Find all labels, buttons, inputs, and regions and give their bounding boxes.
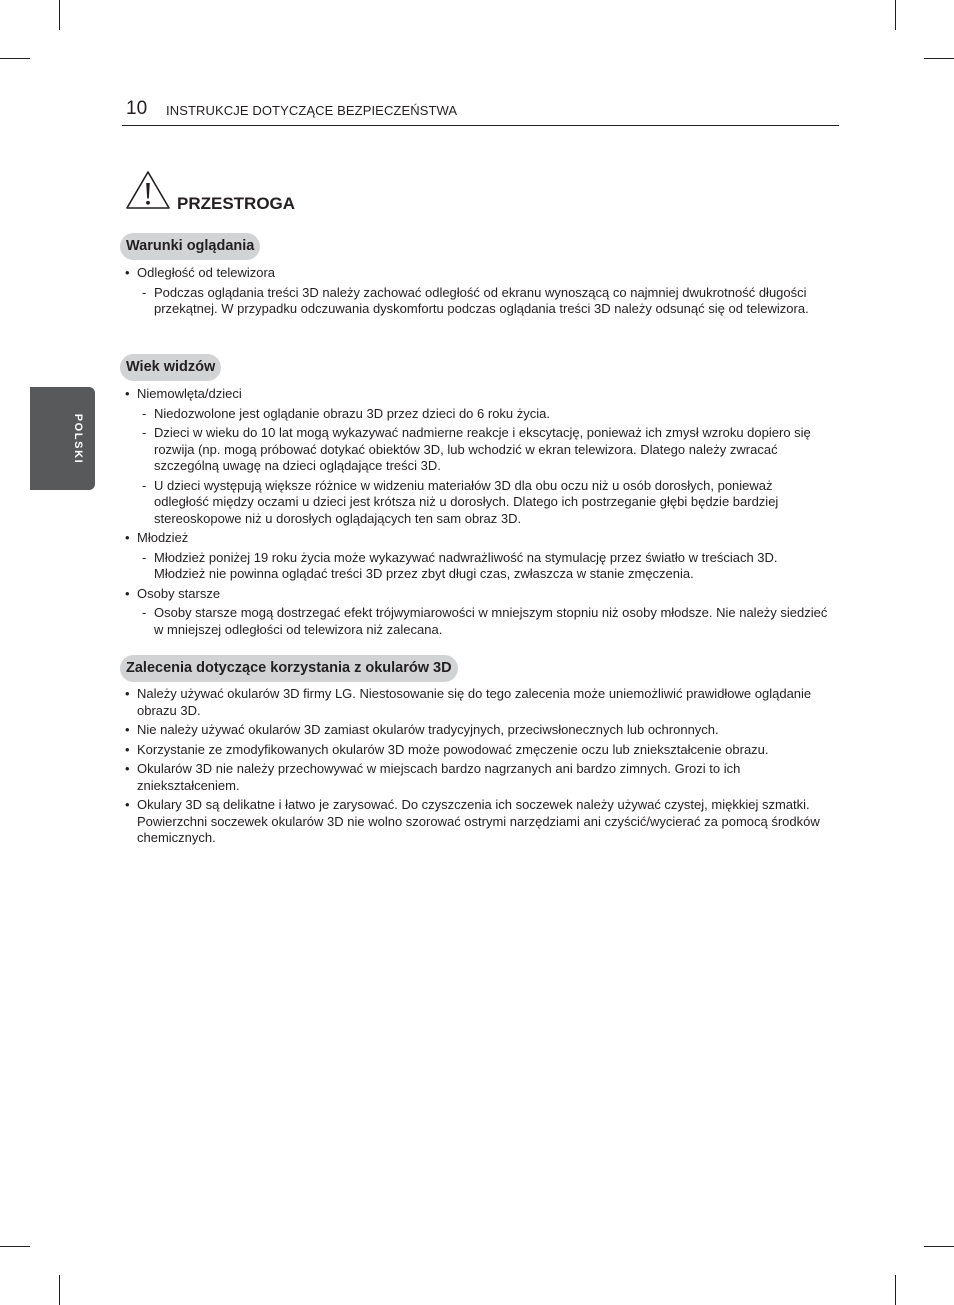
sub-list-item: - Dzieci w wieku do 10 lat mogą wykazywać nadmierne reakcje i ekscytację, ponieważ ich zmysł wzroku dopiero się rozwija (np. mogą próbować dotykać obiektów 3D, lub wchodzić w ekran telewizora. Dlatego należy zwracać szczególną uwagę na dzieci oglądające treści 3D. [142, 425, 830, 475]
section-body [125, 686, 830, 850]
crop-mark [895, 1275, 896, 1305]
crop-mark [0, 58, 30, 59]
language-tab-label: POLSKI [72, 413, 84, 464]
sub-list-item: - Młodzież poniżej 19 roku życia może wykazywać nadwrażliwość na stymulację przez światło w treściach 3D. Młodzież nie powinna oglądać treści 3D przez zbyt długi czas, zwłaszcza w stanie zmęczenia. [142, 550, 830, 583]
section-heading: Wiek widzów [120, 354, 221, 381]
header-rule [122, 125, 839, 126]
crop-mark [924, 1246, 954, 1247]
sub-list-item: - Niedozwolone jest oglądanie obrazu 3D przez dzieci do 6 roku życia. [142, 406, 830, 423]
section-heading: Warunki oglądania [120, 233, 260, 260]
section-body [125, 265, 830, 321]
crop-mark [59, 0, 60, 30]
list-item: • Niemowlęta/dzieci [125, 386, 830, 403]
warning-triangle-icon [125, 170, 171, 210]
crop-mark [59, 1275, 60, 1305]
crop-mark [924, 58, 954, 59]
list-item: • Młodzież [125, 530, 830, 547]
crop-mark [0, 1246, 30, 1247]
list-item: • Okulary 3D są delikatne i łatwo je zarysować. Do czyszczenia ich soczewek należy używać czystej, miękkiej szmatki. Powierzchni soczewek okularów 3D nie wolno szorować ostrymi narzędziami ani czyścić/wycierać za pomocą środków chemicznych. [125, 797, 830, 847]
list-item: • Osoby starsze [125, 586, 830, 603]
list-item: • Nie należy używać okularów 3D zamiast okularów tradycyjnych, przeciwsłonecznych lub ochronnych. [125, 722, 830, 739]
sub-list-item: - U dzieci występują większe różnice w widzeniu materiałów 3D dla obu oczu niż u osób dorosłych, ponieważ odległość między oczami u dzieci jest krótsza niż u dorosłych. Dlatego ich postrzeganie głębi będzie bardziej stereoskopowe niż u dorosłych oglądających ten sam obraz 3D. [142, 478, 830, 528]
list-item: • Korzystanie ze zmodyfikowanych okularów 3D może powodować zmęczenie oczu lub zniekształcenie obrazu. [125, 742, 830, 759]
section-body [125, 386, 830, 641]
sub-list-item: - Osoby starsze mogą dostrzegać efekt trójwymiarowości w mniejszym stopniu niż osoby młodsze. Nie należy siedzieć w mniejszej odległości od telewizora niż zalecana. [142, 605, 830, 638]
sub-list-item: - Podczas oglądania treści 3D należy zachować odległość od ekranu wynoszącą co najmniej dwukrotność długości przekątnej. W przypadku odczuwania dyskomfortu podczas oglądania treści 3D należy odsunąć się od telewizora. [142, 285, 830, 318]
list-item: • Należy używać okularów 3D firmy LG. Niestosowanie się do tego zalecenia może uniemożliwić prawidłowe oglądanie obrazu 3D. [125, 686, 830, 719]
language-tab [30, 387, 95, 490]
caution-title: PRZESTROGA [177, 194, 296, 213]
list-item: • Odległość od telewizora [125, 265, 830, 282]
section-heading: Zalecenia dotyczące korzystania z okularów 3D [120, 655, 458, 682]
page-number: 10 [126, 98, 148, 119]
list-item: • Okularów 3D nie należy przechowywać w miejscach bardzo nagrzanych ani bardzo zimnych. Grozi to ich zniekształceniem. [125, 761, 830, 794]
crop-mark [895, 0, 896, 30]
running-header: INSTRUKCJE DOTYCZĄCE BEZPIECZEŃSTWA [166, 103, 458, 118]
